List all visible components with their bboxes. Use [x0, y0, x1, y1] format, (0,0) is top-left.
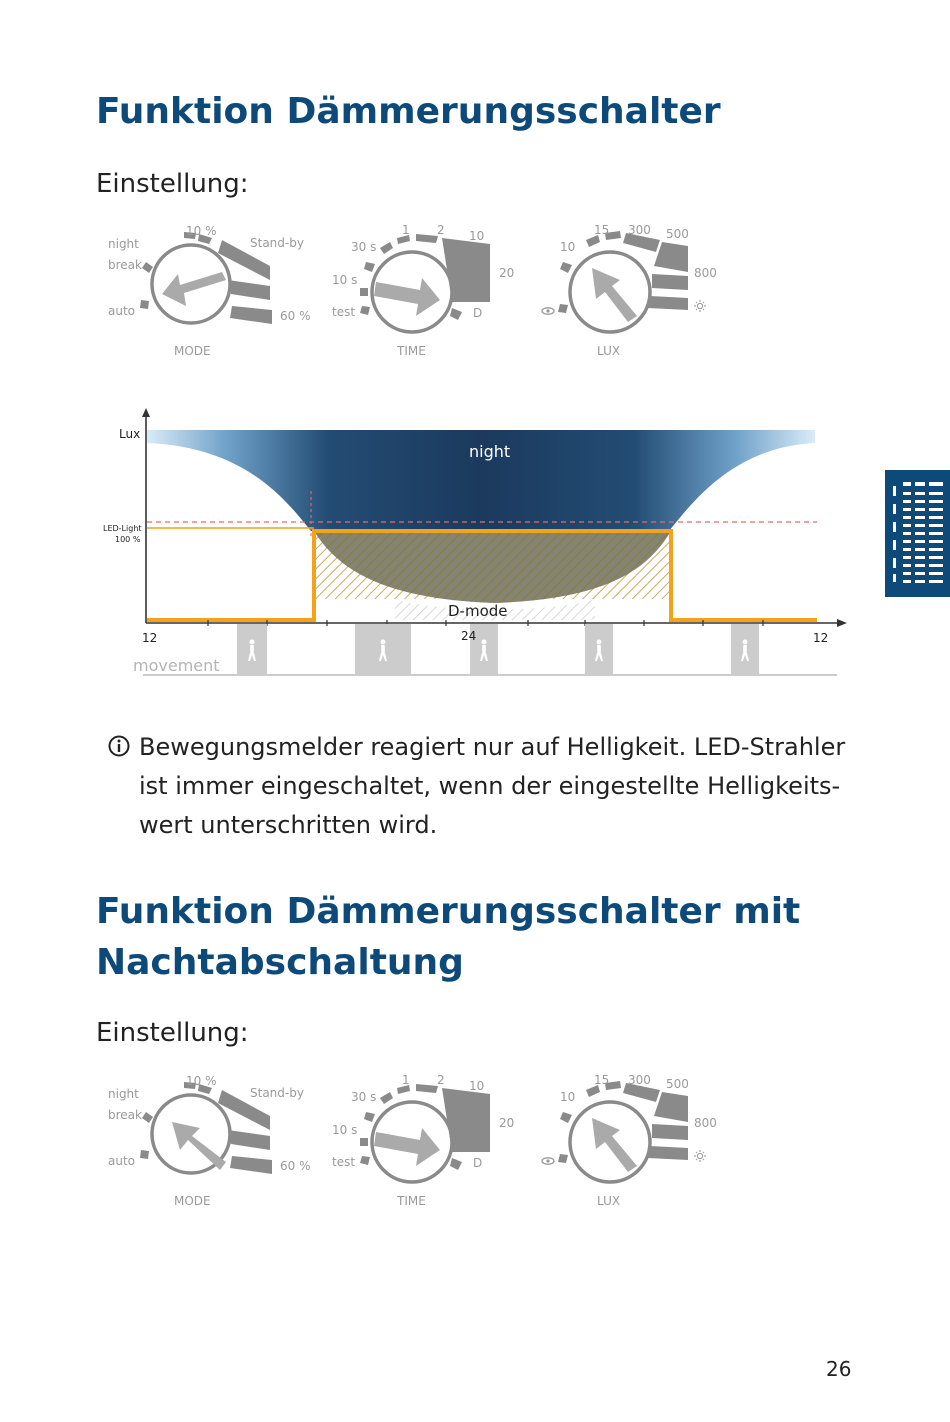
- section-title: Funktion Dämmerungsschalter: [96, 91, 721, 132]
- mode-label-auto: auto: [108, 1154, 136, 1168]
- movement-label: movement: [133, 656, 220, 675]
- moon-icon: [545, 1124, 551, 1136]
- mode-label-standby: Stand-by: [250, 1086, 304, 1100]
- lux-diagram: [95, 403, 855, 683]
- time-label-d: D: [473, 306, 483, 320]
- mode-label-night: night: [108, 1087, 139, 1101]
- note-line-2: ist immer eingeschaltet, wenn der eingestellte Helligkeits-: [139, 772, 841, 800]
- time-label-10: 10: [469, 229, 485, 243]
- note-line-3: wert unterschritten wird.: [139, 811, 438, 839]
- lux-label-300: 300: [628, 223, 651, 237]
- mode-label-auto: auto: [108, 304, 136, 318]
- time-arrow-icon-2: [374, 1128, 440, 1166]
- time-label-20: 20: [499, 266, 515, 280]
- section-title-2-line1: Funktion Dämmerungsschalter mit: [96, 891, 801, 932]
- lux-label-10: 10: [560, 1090, 576, 1104]
- time-arrow-icon: [374, 278, 440, 316]
- chapter-tab[interactable]: [885, 470, 950, 597]
- walking-person-icons: [248, 640, 749, 662]
- time-label-30s: 30 s: [351, 240, 377, 254]
- section-title-2-line2: Nachtabschaltung: [96, 942, 464, 983]
- info-icon: [108, 735, 130, 757]
- night-label: night: [469, 442, 511, 461]
- mode-label-10pct: 10 %: [186, 224, 217, 238]
- time-label-d: D: [473, 1156, 483, 1170]
- lux-dial-name: LUX: [597, 344, 621, 358]
- chapter-tab-icon: [885, 470, 950, 597]
- mode-dial-name: MODE: [174, 344, 211, 358]
- mode-label-10pct: 10 %: [186, 1074, 217, 1088]
- x-tick-24: 24: [461, 629, 477, 643]
- time-label-1: 1: [402, 1073, 410, 1087]
- settings-dials-2: [100, 1070, 740, 1210]
- lux-label-15: 15: [594, 1073, 610, 1087]
- lux-label-10: 10: [560, 240, 576, 254]
- settings-dials: [100, 220, 740, 360]
- lux-arrow-icon: [592, 268, 637, 322]
- sun-icon: [694, 1150, 706, 1162]
- mode-arrow-icon: [162, 272, 226, 306]
- settings-label: Einstellung:: [96, 169, 249, 199]
- led-label-line2: 100 %: [115, 535, 141, 544]
- time-dial-2[interactable]: [332, 1073, 514, 1208]
- time-dial[interactable]: [332, 223, 514, 358]
- settings-label-2: Einstellung:: [96, 1018, 249, 1048]
- y-axis-label: Lux: [119, 427, 141, 441]
- mode-label-break: break: [108, 258, 142, 272]
- time-dial-name: TIME: [397, 344, 426, 358]
- mode-dial[interactable]: [108, 224, 311, 358]
- lux-label-500: 500: [666, 1077, 689, 1091]
- lux-label-500: 500: [666, 227, 689, 241]
- x-tick-12-start: 12: [142, 631, 158, 645]
- time-label-1: 1: [402, 223, 410, 237]
- dmode-label: D-mode: [448, 602, 508, 620]
- time-label-10: 10: [469, 1079, 485, 1093]
- lux-arrow-icon-2: [592, 1118, 637, 1172]
- mode-label-standby: Stand-by: [250, 236, 304, 250]
- time-label-30s: 30 s: [351, 1090, 377, 1104]
- lux-dial[interactable]: [542, 223, 717, 358]
- time-label-2: 2: [437, 223, 445, 237]
- time-label-10s: 10 s: [332, 273, 358, 287]
- page-number: 26: [826, 1357, 852, 1381]
- x-tick-12-end: 12: [813, 631, 829, 645]
- sun-icon: [694, 300, 706, 312]
- lux-label-800: 800: [694, 266, 717, 280]
- movement-bars: [237, 624, 759, 676]
- mode-label-60pct: 60 %: [280, 1159, 311, 1173]
- lux-dial-name: LUX: [597, 1194, 621, 1208]
- eye-icon: [542, 1158, 554, 1164]
- lux-dial-2[interactable]: [542, 1073, 717, 1208]
- moon-icon: [545, 274, 551, 286]
- time-label-10s: 10 s: [332, 1123, 358, 1137]
- mode-label-break: break: [108, 1108, 142, 1122]
- mode-label-60pct: 60 %: [280, 309, 311, 323]
- lux-label-800: 800: [694, 1116, 717, 1130]
- led-label-line1: LED-Light: [103, 524, 142, 533]
- mode-label-night: night: [108, 237, 139, 251]
- mode-dial-name: MODE: [174, 1194, 211, 1208]
- time-dial-name: TIME: [397, 1194, 426, 1208]
- lux-label-15: 15: [594, 223, 610, 237]
- eye-icon: [542, 308, 554, 314]
- note-line-1: Bewegungsmelder reagiert nur auf Helligkeit. LED-Strahler: [139, 733, 846, 761]
- time-label-test: test: [332, 305, 356, 319]
- time-label-test: test: [332, 1155, 356, 1169]
- time-label-2: 2: [437, 1073, 445, 1087]
- mode-arrow-icon-2: [172, 1122, 226, 1170]
- mode-dial-2[interactable]: [108, 1074, 311, 1208]
- lux-label-300: 300: [628, 1073, 651, 1087]
- time-label-20: 20: [499, 1116, 515, 1130]
